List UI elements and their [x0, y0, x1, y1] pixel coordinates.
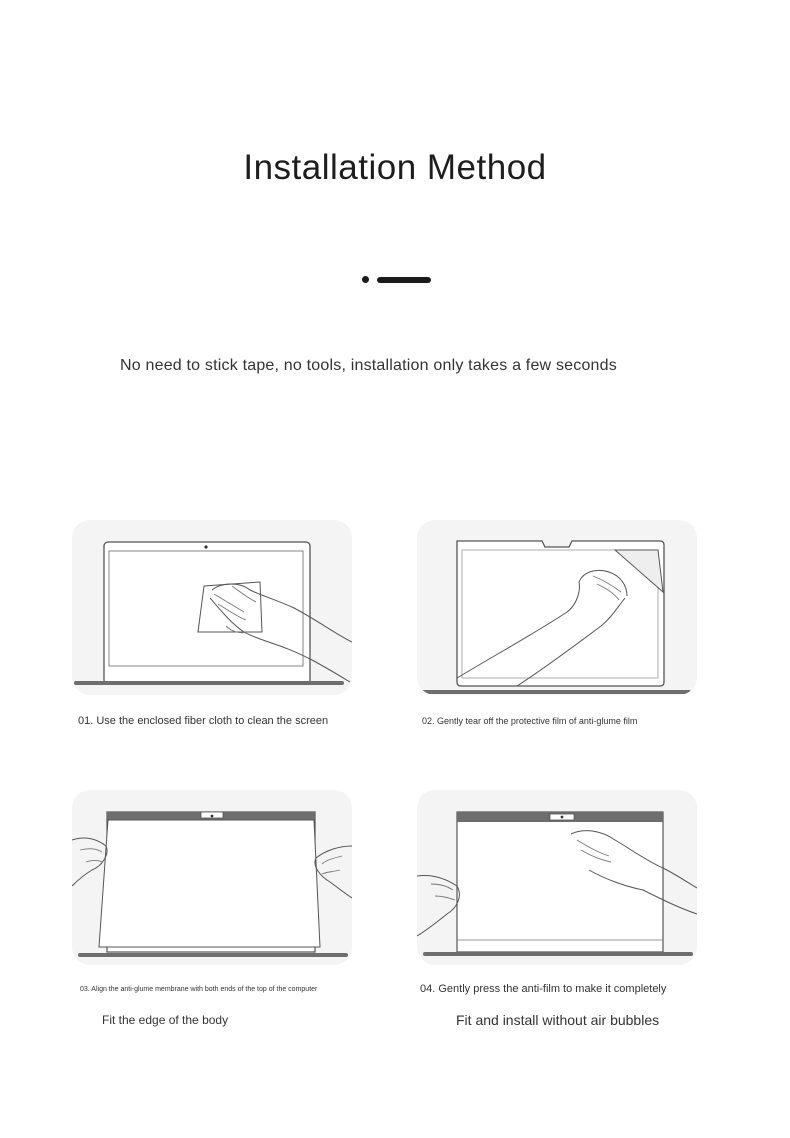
peeling-film-icon: [417, 520, 697, 695]
step-1-caption: 01. Use the enclosed fiber cloth to clean the screen: [78, 715, 329, 727]
step-2-card: [417, 520, 697, 695]
step-4-caption-extra: Fit and install without air bubbles: [456, 1012, 660, 1028]
page-title: Installation Method: [243, 148, 547, 187]
aligning-film-icon: [72, 790, 352, 965]
step-3-caption-extra: Fit the edge of the body: [102, 1013, 229, 1027]
pressing-film-icon: [417, 790, 697, 965]
step-3-caption: 03. Align the anti-glume membrane with both ends of the top of the computer: [80, 986, 318, 993]
page-subtitle: No need to stick tape, no tools, installation only takes a few seconds: [120, 357, 617, 374]
cleaning-screen-icon: [72, 520, 352, 695]
divider-dot: [362, 276, 369, 283]
divider-bar: [377, 277, 431, 283]
step-4-caption: 04. Gently press the anti-film to make it completely: [420, 983, 667, 995]
title-divider: [362, 275, 432, 284]
step-2-caption: 02. Gently tear off the protective film of anti-glume film: [422, 716, 638, 726]
step-1-card: [72, 520, 352, 695]
step-3-card: [72, 790, 352, 965]
step-4-card: [417, 790, 697, 965]
